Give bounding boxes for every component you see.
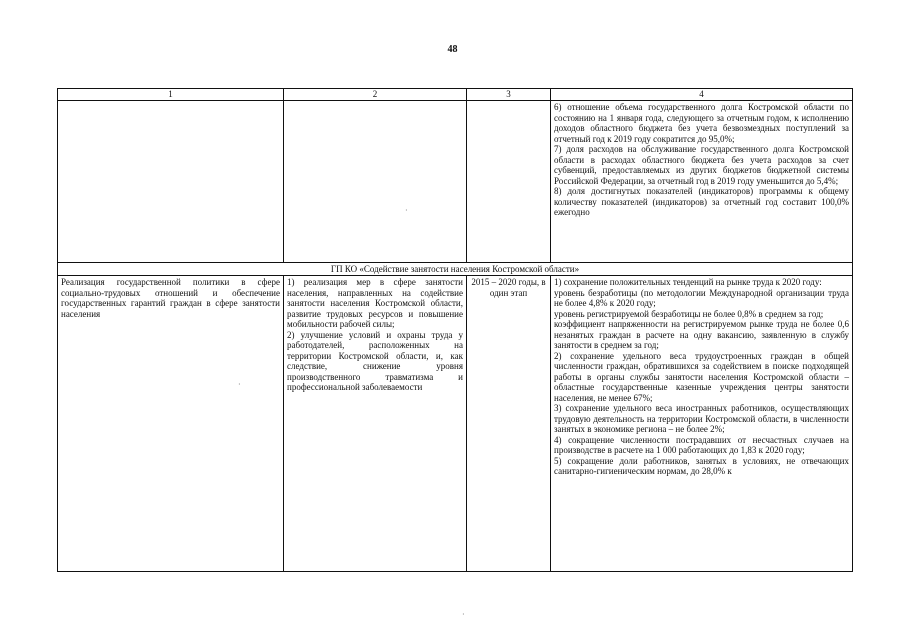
header-col-3: 3 bbox=[467, 89, 551, 101]
header-col-1: 1 bbox=[58, 89, 284, 101]
result-registered-unemployment: уровень регистрируемой безработицы не более 0,8% в среднем за год; bbox=[554, 308, 824, 319]
continued-cell-1 bbox=[58, 101, 284, 263]
program-goal-cell: Реализация государственной политики в сфере социально-трудовых отношений и обеспечение государственных гарантий граждан в сфере занятости населения bbox=[58, 276, 284, 572]
scan-speck: · bbox=[238, 380, 241, 389]
page-number: 48 bbox=[447, 44, 458, 55]
result-1: 1) сохранение положительных тенденций на рынке труда к 2020 году: bbox=[554, 277, 822, 287]
continued-cell-2 bbox=[284, 101, 467, 263]
task-2: 2) улучшение условий и охраны труда у работодателей, расположенных на территории Костромской области, и, как следствие, снижение уровня производственного травматизма и профессиональной заболеваемости bbox=[287, 329, 463, 392]
indicator-8: 8) доля достигнутых показателей (индикаторов) программы к общему количеству показателей (индикаторов) за отчетный год составит 100,0% ежегодно bbox=[554, 186, 849, 217]
section-row bbox=[58, 263, 853, 276]
program-results-cell bbox=[551, 276, 853, 572]
result-tension-coefficient: коэффициент напряженности на регистрируемом рынке труда не более 0,6 незанятых граждан в расчете на одну вакансию, заявленную в службу занятости в среднем за год; bbox=[554, 319, 849, 350]
program-row bbox=[58, 276, 853, 572]
continued-cell-4 bbox=[551, 101, 853, 263]
result-4: 4) сокращение численности пострадавших от несчастных случаев на производстве в расчете на 1 000 работающих до 1,83 к 2020 году; bbox=[554, 434, 849, 455]
indicator-7: 7) доля расходов на обслуживание государственного долга Костромской области в расходах областного бюджета без учета расходов за счет субвенций, предоставляемых из других бюджетов бюджетной системы Российской Федерации, за отчетный год в 2019 году уменьшится до 5,4%; bbox=[554, 144, 849, 186]
document-table bbox=[57, 88, 853, 572]
scan-speck: · bbox=[462, 610, 465, 619]
continued-cell-3 bbox=[467, 101, 551, 263]
continued-row bbox=[58, 101, 853, 263]
section-title: ГП КО «Содействие занятости населения Костромской области» bbox=[58, 263, 853, 276]
program-period-cell: 2015 – 2020 годы, в один этап bbox=[467, 276, 551, 572]
result-5: 5) сокращение доли работников, занятых в условиях, не отвечающих санитарно-гигиеническим нормам, до 28,0% к bbox=[554, 455, 849, 476]
header-col-4: 4 bbox=[551, 89, 853, 101]
indicator-6: 6) отношение объема государственного долга Костромской области по состоянию на 1 января года, следующего за отчетным годом, к исполнению доходов областного бюджета без учета безвозмездных поступлений за отчетный год к 2019 году сократится до 95,0%; bbox=[554, 102, 849, 144]
result-unemployment: уровень безработицы (по методологии Международной организации труда не более 4,8% к 2020 году; bbox=[554, 287, 849, 308]
header-row bbox=[58, 89, 853, 101]
result-3: 3) сохранение удельного веса иностранных работников, осуществляющих трудовую деятельность на территории Костромской области, в численности занятых в экономике региона – не более 2%; bbox=[554, 403, 849, 434]
header-col-2: 2 bbox=[284, 89, 467, 101]
task-1: 1) реализация мер в сфере занятости населения, направленных на содействие занятости населения Костромской области, развитие трудовых ресурсов и повышение мобильности рабочей силы; bbox=[287, 277, 463, 329]
result-2: 2) сохранение удельного веса трудоустроенных граждан в общей численности граждан, обратившихся за содействием в поиске подходящей работы в органы службы занятости населения Костромской области – областные государственные казенные учреждения центры занятости населения, не менее 67%; bbox=[554, 350, 849, 403]
program-tasks-cell bbox=[284, 276, 467, 572]
scan-speck: · bbox=[405, 206, 408, 215]
